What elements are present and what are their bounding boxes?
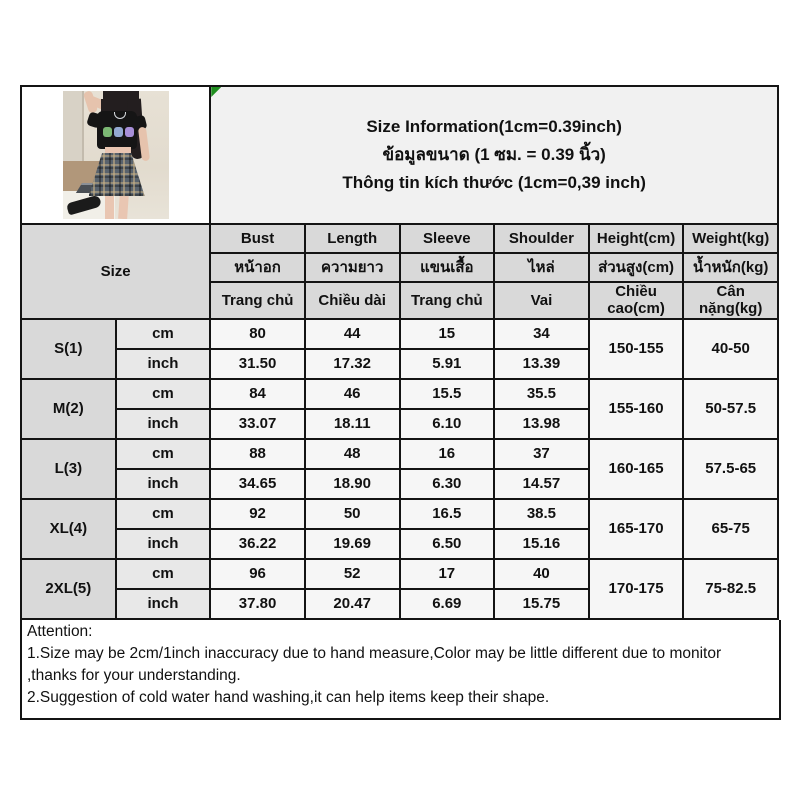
- header-height-en: Height(cm): [589, 224, 684, 253]
- title-cell: [210, 86, 778, 224]
- value-cell: 20.47: [305, 589, 400, 619]
- value-cell: 17.32: [305, 349, 400, 379]
- size-row-L(3): [21, 439, 778, 469]
- weight-range-cell: 75-82.5: [683, 559, 778, 619]
- value-cell: 31.50: [210, 349, 305, 379]
- size-cell: S(1): [21, 319, 116, 379]
- attention-box: [20, 620, 781, 720]
- value-cell: 15: [400, 319, 495, 349]
- height-range-cell: 170-175: [589, 559, 684, 619]
- size-table: [20, 85, 779, 620]
- height-range-cell: 155-160: [589, 379, 684, 439]
- photo-cell: [21, 86, 210, 224]
- value-cell: 15.75: [494, 589, 589, 619]
- value-cell: 38.5: [494, 499, 589, 529]
- header-weight-en: Weight(kg): [683, 224, 778, 253]
- value-cell: 52: [305, 559, 400, 589]
- header-length-vi: Chiều dài: [305, 282, 400, 319]
- value-cell: 16: [400, 439, 495, 469]
- unit-cell-cm: cm: [116, 319, 211, 349]
- value-cell: 46: [305, 379, 400, 409]
- value-cell: 18.90: [305, 469, 400, 499]
- value-cell: 13.98: [494, 409, 589, 439]
- value-cell: 37.80: [210, 589, 305, 619]
- header-shoulder-en: Shoulder: [494, 224, 589, 253]
- value-cell: 6.10: [400, 409, 495, 439]
- title-row: [21, 86, 778, 224]
- value-cell: 15.16: [494, 529, 589, 559]
- photo-leg: [105, 193, 114, 219]
- value-cell: 6.30: [400, 469, 495, 499]
- size-cell: 2XL(5): [21, 559, 116, 619]
- unit-cell-cm: cm: [116, 379, 211, 409]
- size-label: Size: [21, 224, 210, 319]
- unit-cell-inch: inch: [116, 409, 211, 439]
- unit-cell-cm: cm: [116, 559, 211, 589]
- size-cell: XL(4): [21, 499, 116, 559]
- size-row-M(2): [21, 379, 778, 409]
- header-sleeve-th: แขนเสื้อ: [400, 253, 495, 282]
- weight-range-cell: 65-75: [683, 499, 778, 559]
- value-cell: 40: [494, 559, 589, 589]
- header-row-english: [21, 224, 778, 253]
- photo-leg: [118, 193, 129, 219]
- header-weight-th: น้ำหนัก(kg): [683, 253, 778, 282]
- photo-bear-print-blue: [114, 127, 123, 137]
- photo-bear-print-green: [103, 127, 112, 137]
- value-cell: 96: [210, 559, 305, 589]
- value-cell: 35.5: [494, 379, 589, 409]
- unit-cell-inch: inch: [116, 529, 211, 559]
- header-bust-th: หน้าอก: [210, 253, 305, 282]
- size-chart-sheet: [20, 85, 779, 720]
- title-thai: ข้อมูลขนาด (1 ซม. = 0.39 นิ้ว): [382, 145, 606, 164]
- title-vietnamese: Thông tin kích thước (1cm=0,39 inch): [342, 173, 646, 192]
- value-cell: 34.65: [210, 469, 305, 499]
- unit-cell-cm: cm: [116, 499, 211, 529]
- header-shoulder-vi: Vai: [494, 282, 589, 319]
- value-cell: 6.69: [400, 589, 495, 619]
- corner-marker-icon: [211, 87, 221, 97]
- size-row-2XL(5): [21, 559, 778, 589]
- value-cell: 33.07: [210, 409, 305, 439]
- attention-note-1: 1.Size may be 2cm/1inch inaccuracy due to hand measure,Color may be little different due to monitor ,thanks for your understanding.: [27, 644, 722, 684]
- photo-plaid-skirt: [89, 153, 145, 196]
- attention-heading: Attention:: [27, 622, 93, 640]
- photo-forearm: [82, 91, 97, 114]
- unit-cell-inch: inch: [116, 589, 211, 619]
- unit-cell-inch: inch: [116, 349, 211, 379]
- value-cell: 16.5: [400, 499, 495, 529]
- value-cell: 14.57: [494, 469, 589, 499]
- model-photo: [63, 91, 169, 219]
- size-cell: M(2): [21, 379, 116, 439]
- photo-mirror: [63, 91, 84, 171]
- value-cell: 34: [494, 319, 589, 349]
- title-english: Size Information(1cm=0.39inch): [366, 117, 622, 136]
- header-bust-vi: Trang chủ: [210, 282, 305, 319]
- value-cell: 5.91: [400, 349, 495, 379]
- size-row-S(1): [21, 319, 778, 349]
- value-cell: 15.5: [400, 379, 495, 409]
- unit-cell-inch: inch: [116, 469, 211, 499]
- weight-range-cell: 57.5-65: [683, 439, 778, 499]
- header-shoulder-th: ไหล่: [494, 253, 589, 282]
- value-cell: 48: [305, 439, 400, 469]
- header-length-th: ความยาว: [305, 253, 400, 282]
- header-bust-en: Bust: [210, 224, 305, 253]
- size-cell: L(3): [21, 439, 116, 499]
- height-range-cell: 150-155: [589, 319, 684, 379]
- value-cell: 37: [494, 439, 589, 469]
- header-sleeve-en: Sleeve: [400, 224, 495, 253]
- photo-bear-print-purple: [125, 127, 134, 137]
- header-weight-vi: Cân nặng(kg): [683, 282, 778, 319]
- value-cell: 6.50: [400, 529, 495, 559]
- value-cell: 17: [400, 559, 495, 589]
- value-cell: 36.22: [210, 529, 305, 559]
- weight-range-cell: 50-57.5: [683, 379, 778, 439]
- header-height-vi: Chiều cao(cm): [589, 282, 684, 319]
- size-row-XL(4): [21, 499, 778, 529]
- unit-cell-cm: cm: [116, 439, 211, 469]
- value-cell: 50: [305, 499, 400, 529]
- value-cell: 19.69: [305, 529, 400, 559]
- value-cell: 13.39: [494, 349, 589, 379]
- value-cell: 44: [305, 319, 400, 349]
- value-cell: 88: [210, 439, 305, 469]
- value-cell: 80: [210, 319, 305, 349]
- value-cell: 92: [210, 499, 305, 529]
- weight-range-cell: 40-50: [683, 319, 778, 379]
- height-range-cell: 165-170: [589, 499, 684, 559]
- value-cell: 84: [210, 379, 305, 409]
- header-height-th: ส่วนสูง(cm): [589, 253, 684, 282]
- header-sleeve-vi: Trang chủ: [400, 282, 495, 319]
- height-range-cell: 160-165: [589, 439, 684, 499]
- header-length-en: Length: [305, 224, 400, 253]
- value-cell: 18.11: [305, 409, 400, 439]
- attention-note-2: 2.Suggestion of cold water hand washing,it can help items keep their shape.: [27, 688, 550, 706]
